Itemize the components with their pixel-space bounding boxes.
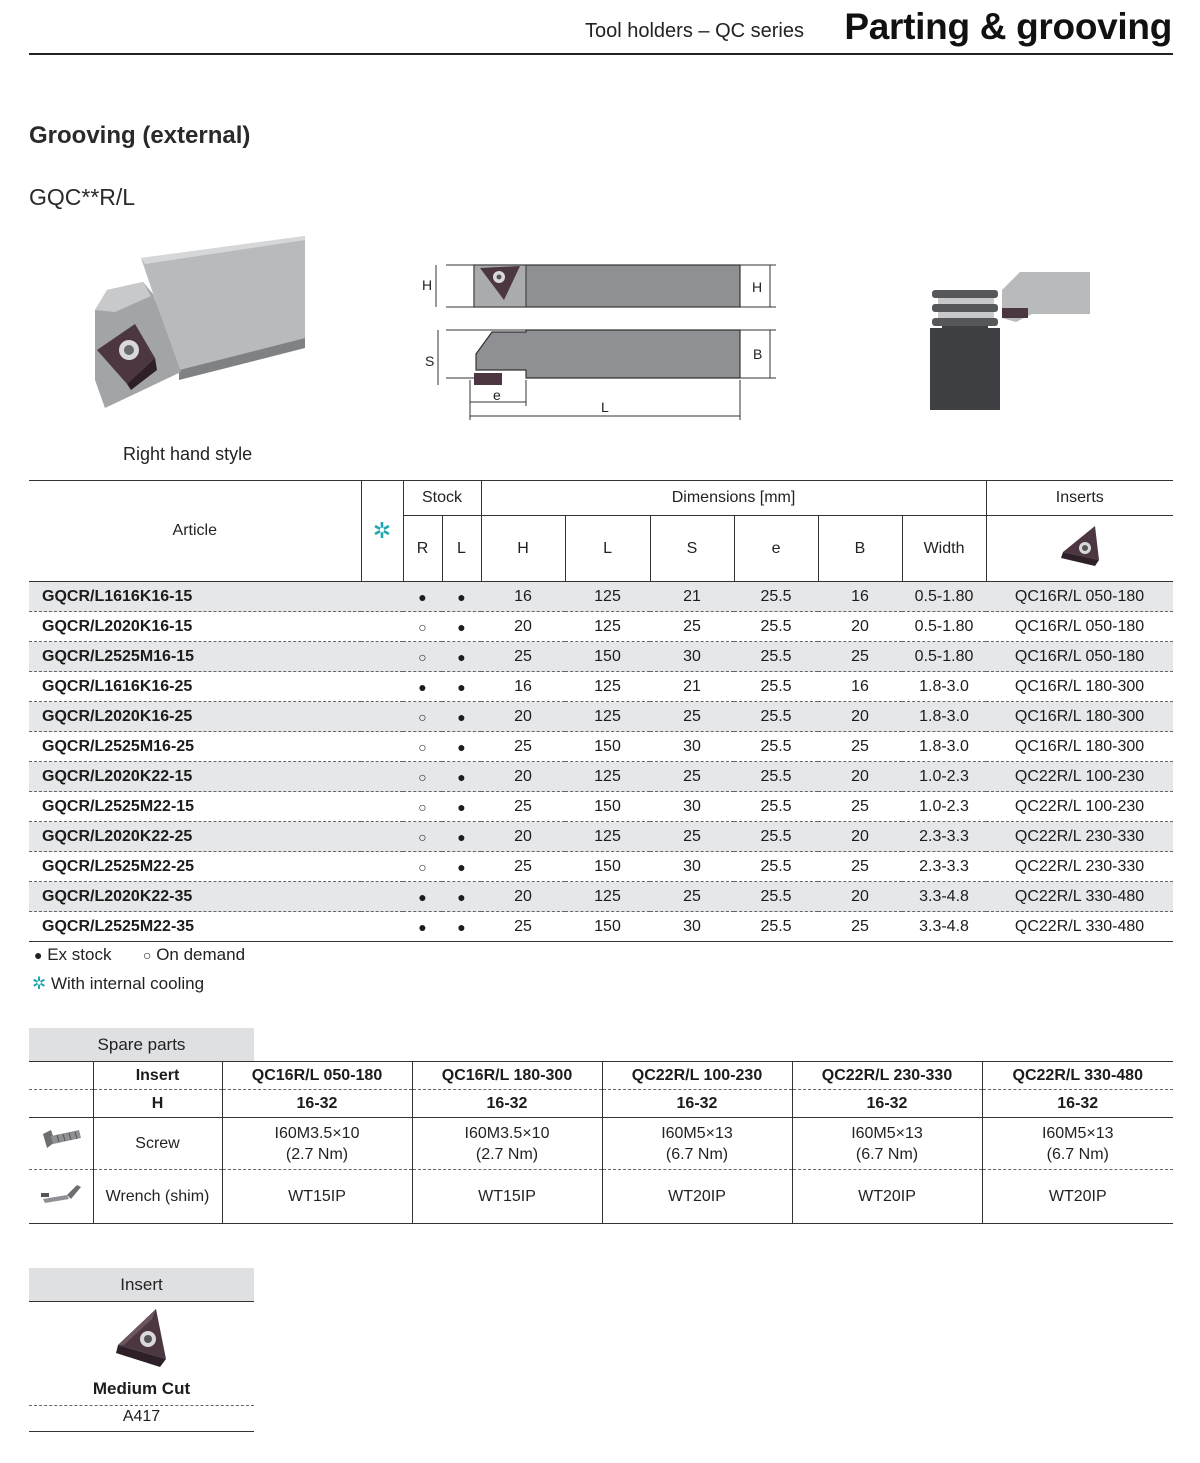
cell-l: 125 [565,612,650,642]
cell-h: 25 [481,912,565,942]
cell-h: 25 [481,642,565,672]
spare-h-col-5: 16-32 [982,1090,1173,1118]
spare-h-label: H [93,1090,222,1118]
spare-insert-label: Insert [93,1062,222,1090]
article-code: GQCR/L2525M16-25 [29,732,361,762]
dim-label-b: B [753,346,763,362]
spare-h-col-3: 16-32 [602,1090,792,1118]
cell-width: 1.0-2.3 [902,792,986,822]
stock-l-cell: ● [442,582,481,612]
stock-r-cell: ○ [403,762,442,792]
article-code: GQCR/L2020K22-35 [29,882,361,912]
stock-l-cell: ● [442,672,481,702]
spare-screw-col-2: I60M3.5×10 (2.7 Nm) [412,1118,602,1170]
header-inserts: Inserts [986,481,1173,516]
cell-e: 25.5 [734,582,818,612]
stock-r-cell: ○ [403,702,442,732]
page-title: Parting & grooving [844,6,1172,47]
cell-e: 25.5 [734,852,818,882]
spare-insert-col-2: QC16R/L 180-300 [412,1062,602,1090]
table-row [29,762,1173,792]
cell-h: 25 [481,732,565,762]
cell-h: 25 [481,852,565,882]
cell-h: 20 [481,882,565,912]
right-hand-caption: Right hand style [123,444,253,464]
stock-r-cell: ● [403,882,442,912]
stock-l-cell: ● [442,792,481,822]
cell-insert: QC22R/L 100-230 [986,762,1173,792]
holder-table [29,480,1173,942]
cooling-legend-icon: ✲ [32,974,47,993]
cell-s: 30 [650,642,734,672]
cell-insert: QC22R/L 230-330 [986,852,1173,882]
cooling-cell [361,762,403,792]
article-code: GQCR/L2525M22-25 [29,852,361,882]
spare-screw-col-4: I60M5×13 (6.7 Nm) [792,1118,982,1170]
spare-screw-col-1: I60M3.5×10 (2.7 Nm) [222,1118,412,1170]
cell-h: 16 [481,582,565,612]
spare-wrench-col-5: WT20IP [982,1170,1173,1224]
cell-s: 25 [650,702,734,732]
header-article: Article [29,481,361,582]
table-row [29,672,1173,702]
holder-mount-illustration [920,262,1100,417]
cell-l: 125 [565,762,650,792]
spare-corner-2 [29,1090,93,1118]
insert-box-name: Medium Cut [92,1379,191,1398]
cell-s: 30 [650,732,734,762]
model-code: GQC**R/L [29,184,136,210]
insert-box-divider [29,1405,254,1406]
insert-box-code: A417 [122,1408,161,1425]
cell-s: 30 [650,912,734,942]
cell-width: 2.3-3.3 [902,852,986,882]
cell-e: 25.5 [734,762,818,792]
article-code: GQCR/L1616K16-25 [29,672,361,702]
stock-r-cell: ○ [403,612,442,642]
stock-l-cell: ● [442,762,481,792]
cell-s: 21 [650,582,734,612]
cell-e: 25.5 [734,912,818,942]
table-row [29,822,1173,852]
dim-label-h-left: H [422,277,433,293]
header-series: Tool holders – QC series [585,20,804,42]
cell-width: 2.3-3.3 [902,822,986,852]
stock-l-cell: ● [442,642,481,672]
cell-l: 125 [565,672,650,702]
cell-l: 150 [565,642,650,672]
cell-b: 20 [818,702,902,732]
stock-l-cell: ● [442,852,481,882]
spare-screw-label: Screw [93,1118,222,1170]
cell-e: 25.5 [734,702,818,732]
cell-b: 25 [818,792,902,822]
cell-e: 25.5 [734,882,818,912]
header-stock-r: R [403,516,442,582]
cell-l: 125 [565,582,650,612]
article-code: GQCR/L2525M22-15 [29,792,361,822]
stock-l-cell: ● [442,702,481,732]
insert-box-bottom-rule [29,1431,254,1432]
stock-r-cell: ○ [403,822,442,852]
table-row [29,582,1173,612]
cell-insert: QC22R/L 100-230 [986,792,1173,822]
cell-e: 25.5 [734,822,818,852]
cell-b: 16 [818,582,902,612]
cooling-icon: ✲ [361,481,403,582]
cell-s: 25 [650,612,734,642]
wrench-icon [29,1170,93,1224]
spare-insert-col-1: QC16R/L 050-180 [222,1062,412,1090]
cell-s: 25 [650,762,734,792]
cell-insert: QC16R/L 050-180 [986,642,1173,672]
legend-cooling: ✲ With internal cooling [32,974,205,993]
cooling-cell [361,732,403,762]
cell-insert: QC16R/L 180-300 [986,672,1173,702]
dimension-drawing [410,230,790,425]
cell-s: 30 [650,852,734,882]
table-row [29,612,1173,642]
cell-s: 30 [650,792,734,822]
header-dim-s: S [650,516,734,582]
header-divider [29,53,1173,55]
stock-l-cell: ● [442,822,481,852]
table-row [29,732,1173,762]
header-dim-l: L [565,516,650,582]
article-code: GQCR/L2020K16-25 [29,702,361,732]
spare-wrench-col-1: WT15IP [222,1170,412,1224]
spare-h-col-1: 16-32 [222,1090,412,1118]
cell-l: 150 [565,732,650,762]
cell-width: 3.3-4.8 [902,912,986,942]
stock-r-cell: ● [403,912,442,942]
cooling-cell [361,642,403,672]
cell-width: 1.8-3.0 [902,672,986,702]
cooling-cell [361,912,403,942]
cell-h: 20 [481,762,565,792]
cell-width: 3.3-4.8 [902,882,986,912]
spare-insert-col-3: QC22R/L 100-230 [602,1062,792,1090]
header-dim-b: B [818,516,902,582]
cell-width: 1.8-3.0 [902,702,986,732]
spare-insert-col-4: QC22R/L 230-330 [792,1062,982,1090]
section-title: Grooving (external) [29,122,251,149]
cell-e: 25.5 [734,612,818,642]
legend-on-demand: ○ On demand [143,945,246,964]
cell-width: 1.0-2.3 [902,762,986,792]
stock-r-cell: ○ [403,732,442,762]
insert-image-icon [112,1305,172,1369]
cell-insert: QC16R/L 180-300 [986,732,1173,762]
spare-h-col-2: 16-32 [412,1090,602,1118]
header-stock: Stock [403,481,481,516]
cell-h: 20 [481,702,565,732]
article-code: GQCR/L2020K22-25 [29,822,361,852]
table-row [29,912,1173,942]
cell-width: 0.5-1.80 [902,582,986,612]
dim-label-e: e [493,387,501,403]
stock-r-cell: ○ [403,642,442,672]
cell-l: 125 [565,822,650,852]
article-code: GQCR/L2020K16-15 [29,612,361,642]
cell-b: 16 [818,672,902,702]
cell-h: 20 [481,822,565,852]
cell-insert: QC22R/L 330-480 [986,912,1173,942]
article-code: GQCR/L1616K16-15 [29,582,361,612]
cell-insert: QC16R/L 050-180 [986,582,1173,612]
stock-l-cell: ● [442,882,481,912]
article-code: GQCR/L2525M22-35 [29,912,361,942]
stock-r-cell: ○ [403,852,442,882]
spare-insert-col-5: QC22R/L 330-480 [982,1062,1173,1090]
cell-h: 16 [481,672,565,702]
cell-s: 21 [650,672,734,702]
article-code: GQCR/L2020K22-15 [29,762,361,792]
cooling-cell [361,582,403,612]
cell-width: 1.8-3.0 [902,732,986,762]
cell-l: 150 [565,912,650,942]
cell-insert: QC16R/L 180-300 [986,702,1173,732]
spare-wrench-col-3: WT20IP [602,1170,792,1224]
header-dim-h: H [481,516,565,582]
cell-b: 25 [818,912,902,942]
insert-box-title: Insert [29,1268,254,1302]
cell-l: 150 [565,792,650,822]
table-row [29,642,1173,672]
header-stock-l: L [442,516,481,582]
cell-l: 125 [565,882,650,912]
cell-insert: QC22R/L 230-330 [986,822,1173,852]
cell-h: 20 [481,612,565,642]
stock-l-cell: ● [442,732,481,762]
cell-b: 25 [818,852,902,882]
cell-b: 20 [818,762,902,792]
header-dimensions: Dimensions [mm] [481,481,986,516]
dim-label-s: S [425,353,435,369]
spare-h-col-4: 16-32 [792,1090,982,1118]
cell-l: 150 [565,852,650,882]
cell-b: 20 [818,882,902,912]
cell-b: 25 [818,642,902,672]
table-row [29,882,1173,912]
stock-l-cell: ● [442,612,481,642]
cell-width: 0.5-1.80 [902,612,986,642]
legend-ex-stock: ● Ex stock [34,945,112,964]
insert-icon [986,516,1173,582]
cell-b: 20 [818,822,902,852]
holder-3d-illustration [85,230,315,415]
table-row [29,792,1173,822]
cell-insert: QC16R/L 050-180 [986,612,1173,642]
spare-screw-col-3: I60M5×13 (6.7 Nm) [602,1118,792,1170]
cooling-cell [361,702,403,732]
cell-b: 25 [818,732,902,762]
cell-h: 25 [481,792,565,822]
dim-label-h-right: H [752,279,763,295]
cooling-cell [361,672,403,702]
table-row [29,702,1173,732]
header-dim-e: e [734,516,818,582]
cooling-cell [361,612,403,642]
stock-r-cell: ○ [403,792,442,822]
spare-wrench-label: Wrench (shim) [93,1170,222,1224]
stock-l-cell: ● [442,912,481,942]
cell-e: 25.5 [734,642,818,672]
table-row [29,852,1173,882]
cell-b: 20 [818,612,902,642]
spare-wrench-col-4: WT20IP [792,1170,982,1224]
cooling-cell [361,792,403,822]
cell-insert: QC22R/L 330-480 [986,882,1173,912]
article-code: GQCR/L2525M16-15 [29,642,361,672]
spare-corner [29,1062,93,1090]
cell-e: 25.5 [734,792,818,822]
stock-r-cell: ● [403,582,442,612]
cell-e: 25.5 [734,732,818,762]
spare-parts-table [29,1061,1173,1224]
cell-width: 0.5-1.80 [902,642,986,672]
cooling-cell [361,822,403,852]
cell-e: 25.5 [734,672,818,702]
spare-parts-title: Spare parts [29,1028,254,1062]
dim-label-l: L [601,399,609,415]
header-width: Width [902,516,986,582]
screw-icon [29,1118,93,1170]
spare-screw-col-5: I60M5×13 (6.7 Nm) [982,1118,1173,1170]
cell-l: 125 [565,702,650,732]
cooling-cell [361,882,403,912]
cell-s: 25 [650,882,734,912]
cooling-cell [361,852,403,882]
stock-r-cell: ● [403,672,442,702]
spare-wrench-col-2: WT15IP [412,1170,602,1224]
cell-s: 25 [650,822,734,852]
